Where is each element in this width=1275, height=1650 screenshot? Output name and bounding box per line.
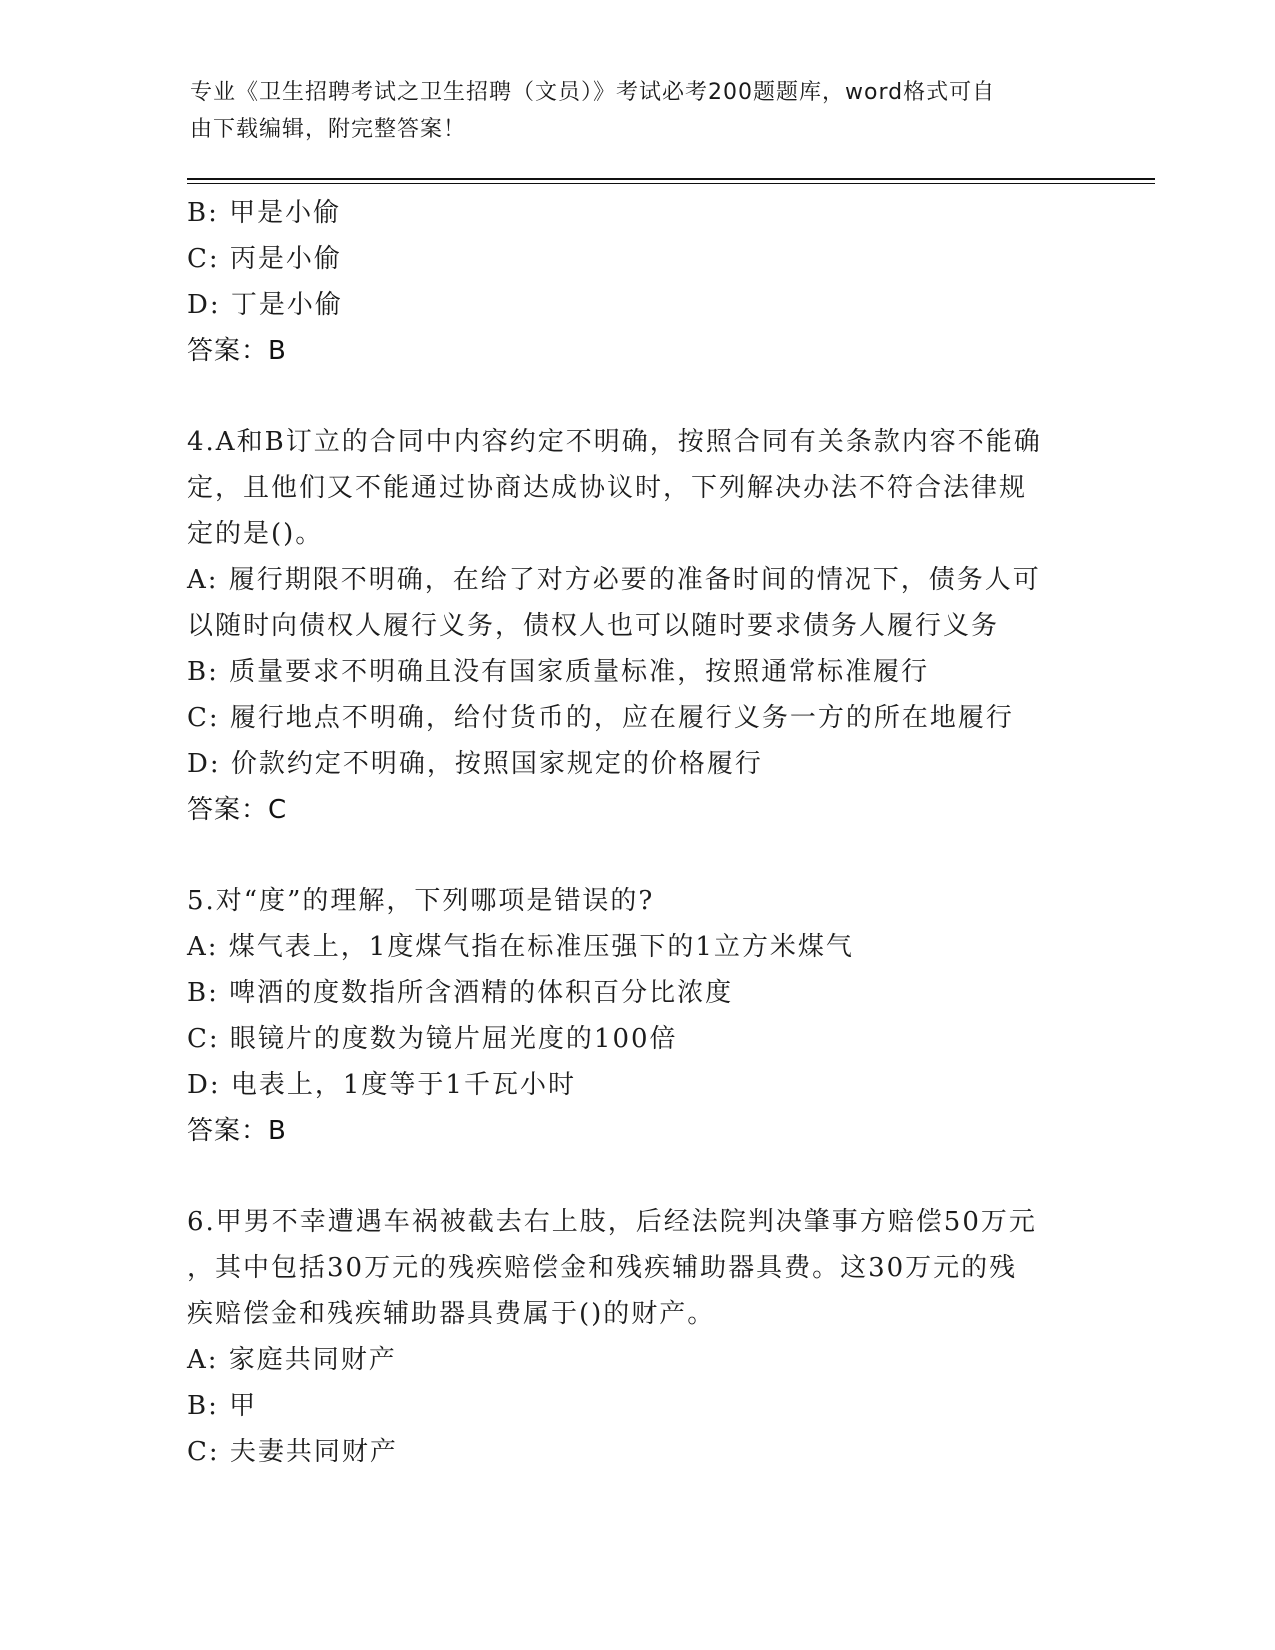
question-stem-line: 6.甲男不幸遭遇车祸被截去右上肢，后经法院判决肇事方赔偿50万元 [187, 1207, 1037, 1237]
question-stem-line: 5.对“度”的理解，下列哪项是错误的? [187, 886, 655, 916]
question-list [187, 190, 1087, 1475]
option-line: A: 煤气表上，1度煤气指在标准压强下的1立方米煤气 [187, 932, 854, 962]
question-5 [187, 878, 1087, 1154]
option-line: D: 价款约定不明确，按照国家规定的价格履行 [187, 749, 763, 779]
question-stem-line: ，其中包括30万元的残疾赔偿金和残疾辅助器具费。这30万元的残 [187, 1253, 1018, 1283]
option-line: 以随时向债权人履行义务，债权人也可以随时要求债务人履行义务 [187, 611, 1000, 641]
option-line: C: 夫妻共同财产 [187, 1437, 398, 1467]
option-line: A: 履行期限不明确，在给了对方必要的准备时间的情况下，债务人可 [187, 565, 1041, 595]
question-4 [187, 419, 1087, 833]
question-3-continued [187, 190, 1087, 374]
header-title-line-2: 由下载编辑，附完整答案！ [190, 117, 467, 142]
option-line: A: 家庭共同财产 [187, 1345, 397, 1375]
header-divider-thin [187, 183, 1155, 184]
question-spacer [187, 1154, 1087, 1199]
answer-line: 答案：C [187, 795, 288, 825]
option-line: D: 电表上，1度等于1千瓦小时 [187, 1070, 576, 1100]
option-line: B: 啤酒的度数指所含酒精的体积百分比浓度 [187, 978, 734, 1008]
option-d: D: 丁是小偷 [187, 290, 343, 320]
option-b: B: 甲是小偷 [187, 198, 342, 228]
option-line: B: 质量要求不明确且没有国家质量标准，按照通常标准履行 [187, 657, 930, 687]
question-stem-line: 疾赔偿金和残疾辅助器具费属于()的财产。 [187, 1299, 716, 1329]
question-spacer [187, 374, 1087, 419]
question-stem-line: 4.A和B订立的合同中内容约定不明确，按照合同有关条款内容不能确 [187, 427, 1042, 457]
question-6 [187, 1199, 1087, 1475]
page-header [190, 74, 1080, 148]
option-line: B: 甲 [187, 1391, 258, 1421]
question-stem-line: 定的是()。 [187, 519, 324, 549]
option-line: C: 眼镜片的度数为镜片屈光度的100倍 [187, 1024, 678, 1054]
header-title-line-1: 专业《卫生招聘考试之卫生招聘（文员）》考试必考200题题库，word格式可自 [190, 80, 996, 105]
option-c: C: 丙是小偷 [187, 244, 342, 274]
question-spacer [187, 833, 1087, 878]
answer-line: 答案：B [187, 336, 287, 366]
option-line: C: 履行地点不明确，给付货币的，应在履行义务一方的所在地履行 [187, 703, 1014, 733]
header-divider-thick [187, 178, 1155, 180]
answer-line: 答案：B [187, 1116, 287, 1146]
question-stem-line: 定，且他们又不能通过协商达成协议时，下列解决办法不符合法律规 [187, 473, 1028, 503]
